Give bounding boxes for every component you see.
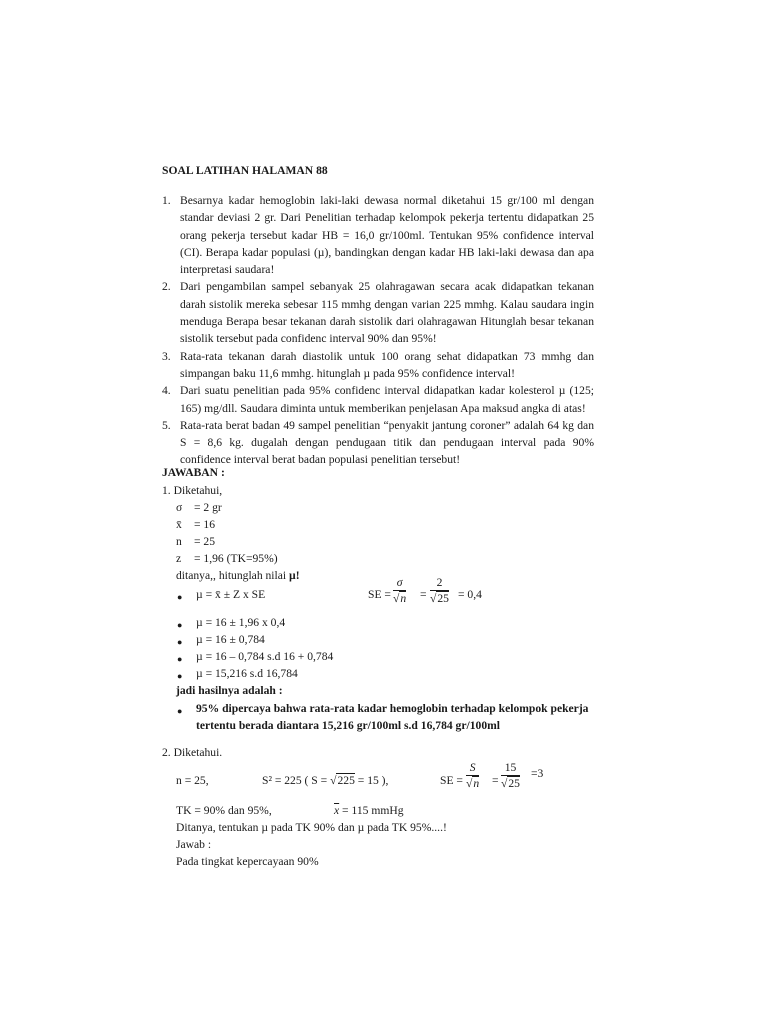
n-value: n = 25, [176, 774, 209, 787]
se-label: SE = [368, 588, 391, 601]
given-val: = 1,96 (TK=95%) [194, 552, 278, 565]
question-item [162, 417, 594, 469]
se-fraction [466, 761, 479, 791]
variance-text: S² = 225 ( S = [262, 774, 331, 787]
variance-line [262, 772, 388, 789]
step-line: µ = 16 ± 0,784 [196, 633, 265, 646]
sqrt-icon: √ [466, 777, 473, 790]
step-line: µ = 16 ± 1,96 x 0,4 [196, 616, 286, 629]
question-text: Rata-rata berat badan 49 sampel penelitian “penyakit jantung coroner” adalah 64 kg dan S = 8,6 kg. dugalah dengan pendugaan titik dan pendugaan interval pada 90% confidence interval berat badan populasi penelitian tersebut! [180, 418, 594, 467]
bullet-icon: ● [177, 620, 183, 630]
sqrt-radicand: 225 [337, 774, 355, 787]
result-line: 95% dipercaya bahwa rata-rata kadar hemoglobin terhadap kelompok pekerja [196, 702, 589, 715]
given-sym: σ [176, 501, 183, 514]
given-val: = 16 [194, 518, 216, 531]
se-numerator: σ [393, 576, 406, 591]
given-sym: x̄ [176, 518, 182, 531]
bullet-icon: ● [177, 671, 183, 681]
se-fraction-values [501, 761, 520, 791]
sqrt-radicand: 25 [508, 777, 520, 790]
equals-sign: = [492, 774, 499, 787]
confidence-level-line: Pada tingkat kepercayaan 90% [176, 855, 319, 868]
question-item [162, 348, 594, 383]
se-fraction-values [430, 576, 449, 606]
question-number: 4. [162, 384, 171, 398]
result-title: jadi hasilnya adalah : [176, 684, 283, 697]
tk-line: TK = 90% dan 95%, [176, 804, 272, 817]
question-number: 1. [162, 194, 171, 207]
se-result: = 0,4 [458, 588, 482, 601]
answer2-heading: 2. Diketahui. [162, 746, 223, 759]
xbar-value: = 115 mmHg [339, 804, 404, 817]
given-sym: z [176, 552, 182, 565]
question-number: 2. [162, 280, 171, 294]
variance-text: = 15 ), [354, 774, 389, 787]
bullet-icon: ● [177, 654, 183, 664]
bullet-icon: ● [177, 592, 183, 602]
step-line: µ = 16 – 0,784 s.d 16 + 0,784 [196, 650, 334, 663]
asked-line [176, 567, 300, 584]
given-val: = 2 gr [194, 501, 222, 514]
asked-mu: µ! [289, 569, 300, 582]
xbar-symbol: $\overline{x}$ [334, 804, 340, 817]
sqrt-icon: √ [330, 774, 337, 787]
question-text: Dari pengambilan sampel sebanyak 25 olahragawan secara acak didapatkan tekanan darah sistolik mereka sebesar 115 mmhg dengan varian 225 mmhg. Kalau saudara ingin menduga Berapa besar tekanan darah sistolik dari olahragawan Hitunglah besar tekanan sistolik tersebut pada confidenc interval 90% dan 95%! [180, 280, 594, 346]
question-item [162, 382, 594, 417]
bullet-icon: ● [177, 706, 183, 716]
question-number: 3. [162, 349, 171, 363]
se-denominator [501, 776, 520, 791]
sqrt-radicand: n [473, 777, 480, 790]
answer-title: JAWABAN : [162, 466, 225, 479]
sqrt-icon: √ [501, 777, 508, 790]
question-item [162, 278, 594, 347]
answer-label: Jawab : [176, 838, 212, 851]
se-result: =3 [531, 767, 544, 780]
se-denominator [393, 591, 406, 606]
equals-sign: = [420, 588, 427, 601]
sqrt-icon: √ [430, 592, 437, 605]
step-line: µ = 15,216 s.d 16,784 [196, 667, 298, 680]
bullet-icon: ● [177, 637, 183, 647]
se-numerator: 15 [501, 761, 520, 776]
sqrt-radicand: 25 [437, 592, 449, 605]
se-numerator: 2 [430, 576, 449, 591]
formula-mu: µ = x̄ ± Z x SE [196, 588, 266, 601]
answer1-heading: 1. Diketahui, [162, 484, 223, 497]
asked-text: ditanya,, hitunglah nilai [176, 569, 290, 582]
document-title: SOAL LATIHAN HALAMAN 88 [162, 164, 328, 177]
se-numerator: S [466, 761, 479, 776]
se-denominator [466, 776, 479, 791]
se-denominator [430, 591, 449, 606]
se-fraction [393, 576, 406, 606]
xbar-line [334, 802, 404, 819]
given-val: = 25 [194, 535, 216, 548]
given-sym: n [176, 535, 182, 548]
question-list [162, 192, 594, 469]
question-text: Besarnya kadar hemoglobin laki-laki dewasa normal diketahui 15 gr/100 ml dengan standar deviasi 2 gr. Dari Penelitian terhadap kelompok pekerja tertentu didapatkan 25 orang pekerja tersebut kadar HB = 16,0 gr/100ml. Tentukan 95% confidence interval (CI). Berapa kadar populasi (µ), bandingkan dengan kadar HB laki-laki dewasa dan apa interpretasi saudara! [180, 194, 594, 277]
sqrt-icon: √ [393, 592, 400, 605]
asked-line: Ditanya, tentukan µ pada TK 90% dan µ pada TK 95%....! [176, 821, 447, 834]
question-text: Rata-rata tekanan darah diastolik untuk 100 orang sehat didapatkan 73 mmhg dan simpangan baku 11,6 mmhg. hitunglah µ pada 95% confidence interval! [180, 349, 594, 380]
question-text: Dari suatu penelitian pada 95% confidenc interval didapatkan kadar kolesterol µ (125; 165) mg/dll. Saudara diminta untuk memberikan penjelasan Apa maksud angka di atas! [180, 384, 594, 415]
question-number: 5. [162, 418, 171, 432]
sqrt-radicand: n [400, 592, 407, 605]
result-line: tertentu berada diantara 15,216 gr/100ml s.d 16,784 gr/100ml [196, 719, 500, 732]
question-item [162, 192, 594, 278]
se-label: SE = [440, 774, 463, 787]
